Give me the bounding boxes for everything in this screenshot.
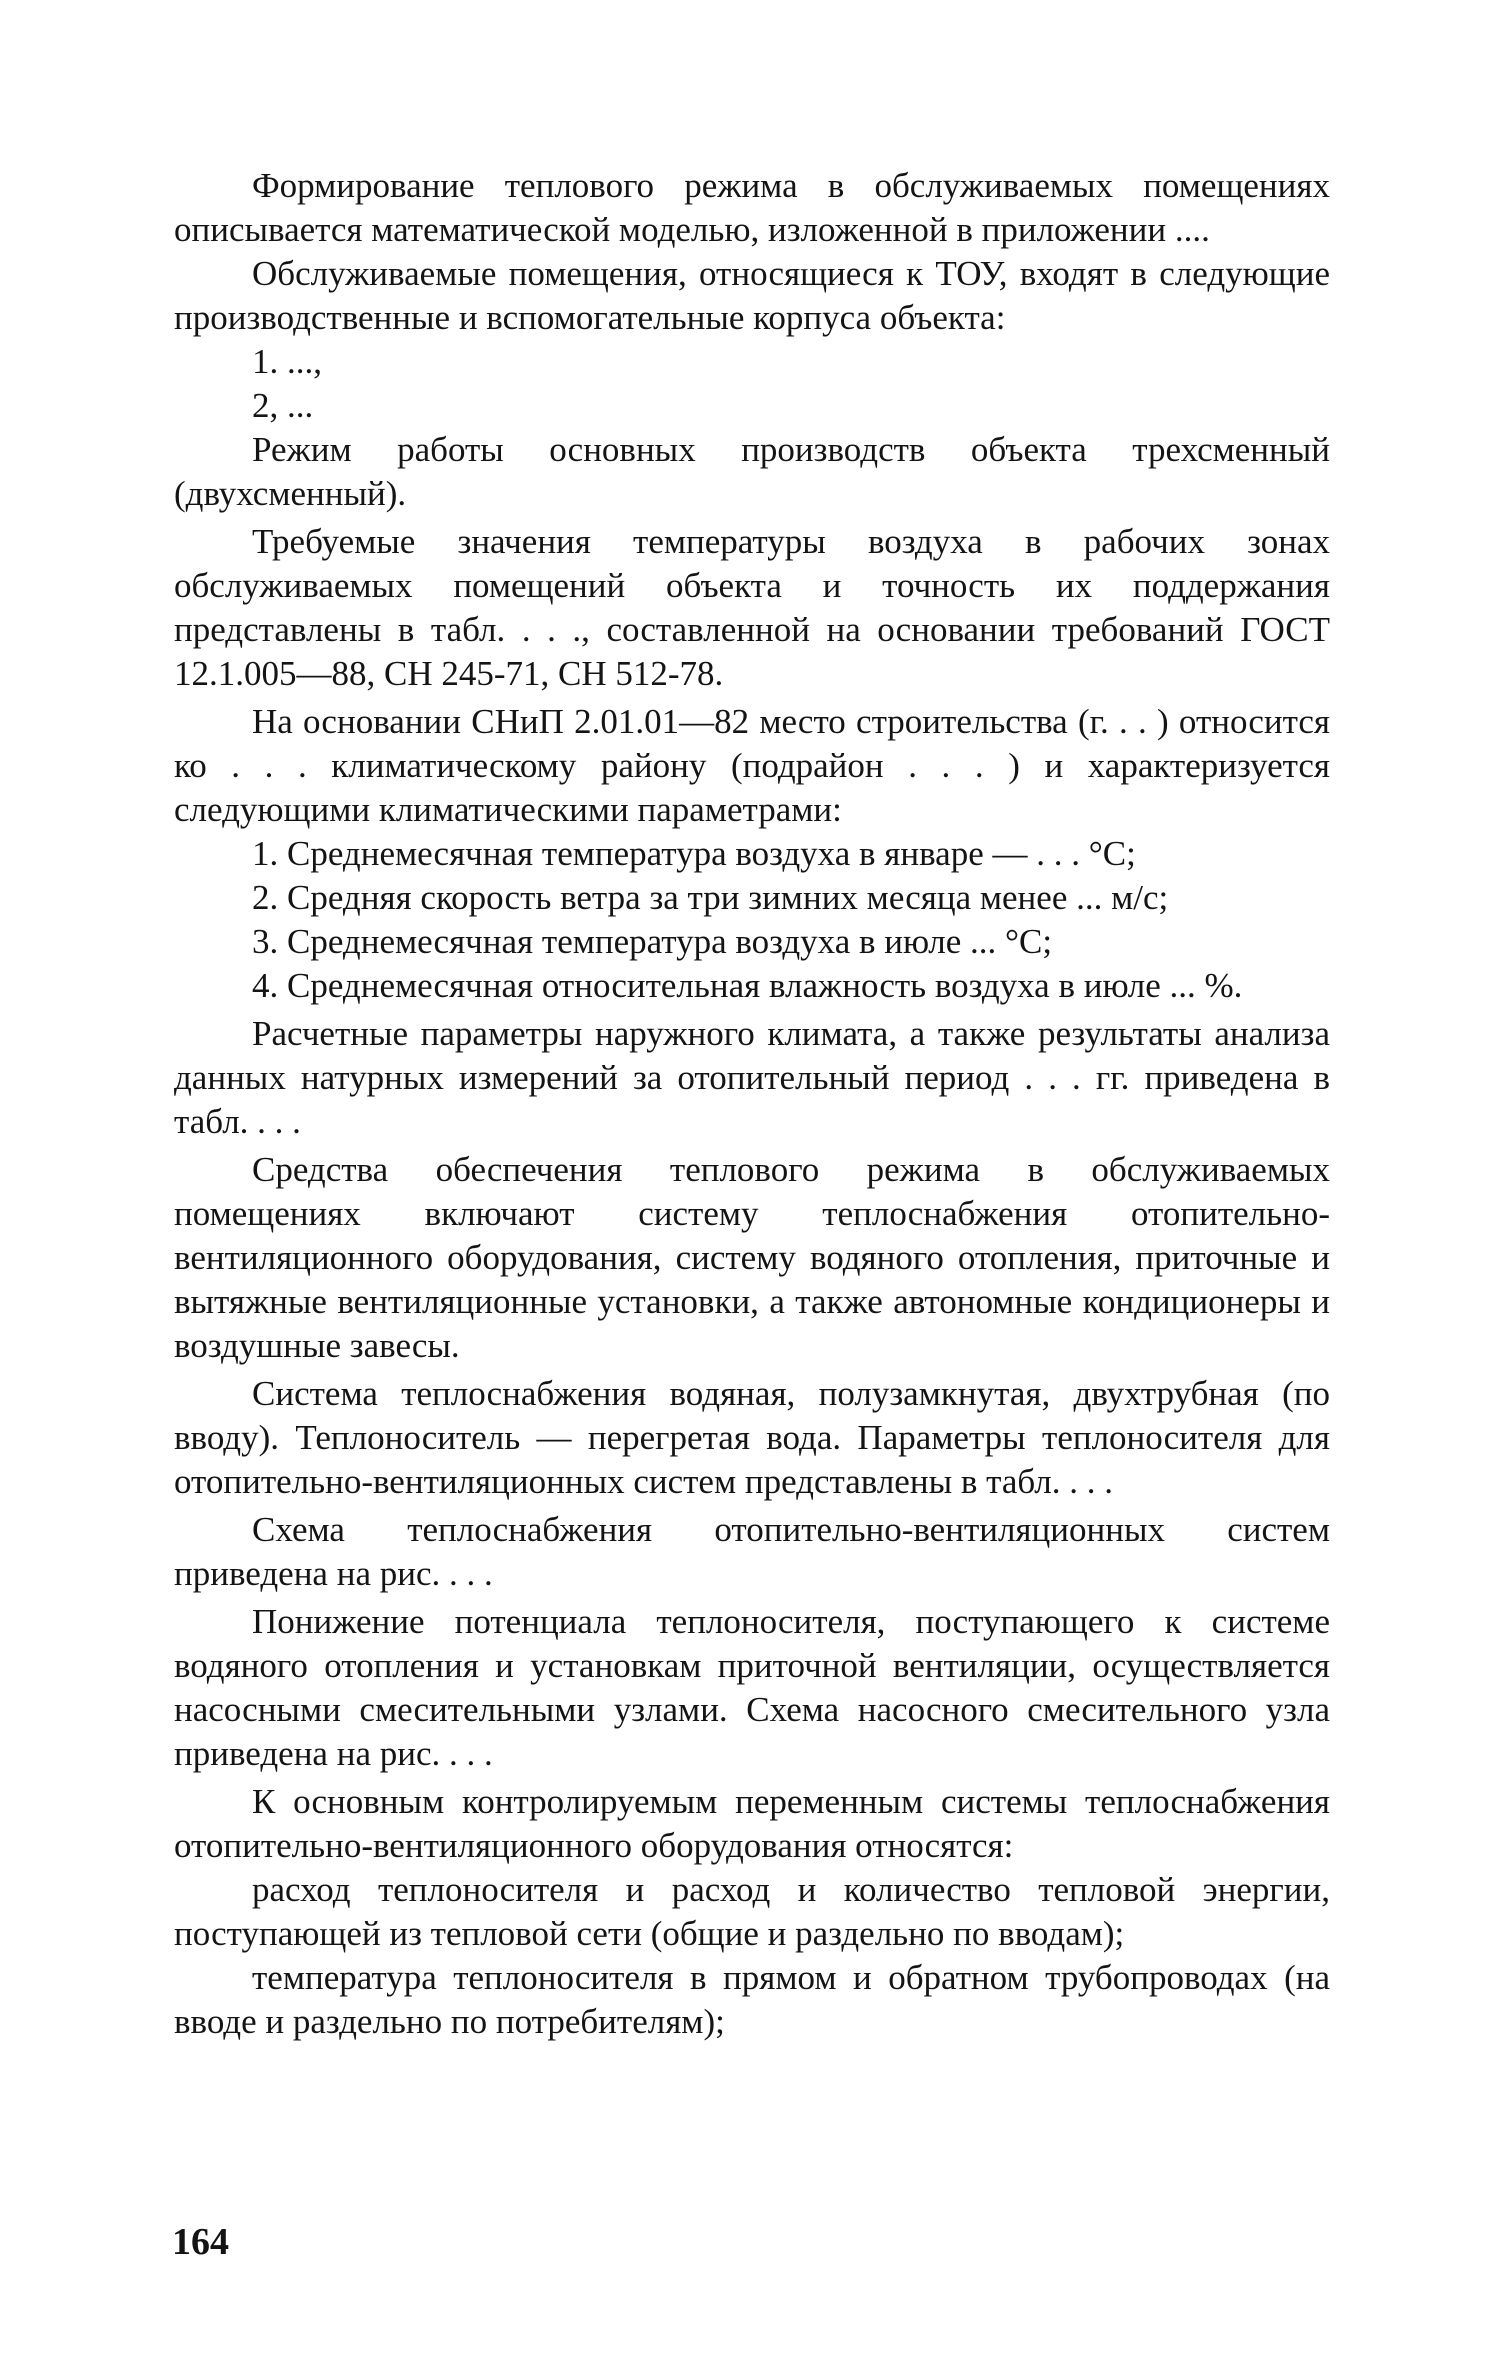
paragraph: Формирование теплового режима в обслуживаемых помещениях описывается математической моделью, изложенной в приложении ....	[174, 166, 1330, 249]
page-number: 164	[172, 2221, 229, 2263]
list-item: 2, ...	[252, 386, 314, 425]
paragraph: температура теплоносителя в прямом и обратном трубопроводах (на вводе и раздельно по потребителям);	[174, 1958, 1330, 2041]
paragraph: Расчетные параметры наружного климата, а также результаты анализа данных натурных измерений за отопительный период . . . гг. приведена в табл. . . .	[174, 1014, 1330, 1141]
paragraph: Средства обеспечения теплового режима в обслуживаемых помещениях включают систему теплоснабжения отопительно-вентиляционного оборудования, систему водяного отопления, приточные и вытяжные вентиляционные установки, а также автономные кондиционеры и воздушные завесы.	[174, 1150, 1330, 1365]
list-item: 2. Средняя скорость ветра за три зимних месяца менее ... м/с;	[252, 878, 1169, 917]
paragraph: Требуемые значения температуры воздуха в рабочих зонах обслуживаемых помещений объекта и точность их поддержания представлены в табл. . . ., составленной на основании требований ГОСТ 12.1.005—88, СН 245-71, СН 512-78.	[174, 522, 1330, 693]
list-item: 4. Среднемесячная относительная влажность воздуха в июле ... %.	[252, 966, 1243, 1005]
list-item: 1. Среднемесячная температура воздуха в январе — . . . °С;	[252, 834, 1136, 873]
paragraph: Обслуживаемые помещения, относящиеся к ТОУ, входят в следующие производственные и вспомогательные корпуса объекта:	[174, 254, 1330, 337]
paragraph: Схема теплоснабжения отопительно-вентиляционных систем приведена на рис. . . .	[174, 1510, 1330, 1593]
list-item: 3. Среднемесячная температура воздуха в июле ... °С;	[252, 922, 1053, 961]
paragraph: Понижение потенциала теплоносителя, поступающего к системе водяного отопления и установкам приточной вентиляции, осуществляется насосными смесительными узлами. Схема насосного смесительного узла приведена на рис. . . .	[174, 1602, 1330, 1773]
paragraph: Система теплоснабжения водяная, полузамкнутая, двухтрубная (по вводу). Теплоноситель — перегретая вода. Параметры теплоносителя для отопительно-вентиляционных систем представлены в табл. . . .	[174, 1374, 1330, 1501]
paragraph: На основании СНиП 2.01.01—82 место строительства (г. . . ) относится ко . . . климатическому району (подрайон . . . ) и характеризуется следующими климатическими параметрами:	[174, 702, 1330, 829]
paragraph: К основным контролируемым переменным системы теплоснабжения отопительно-вентиляционного оборудования относятся:	[174, 1782, 1330, 1865]
paragraph: Режим работы основных производств объекта трехсменный (двухсменный).	[174, 430, 1330, 513]
paragraph: расход теплоносителя и расход и количество тепловой энергии, поступающей из тепловой сети (общие и раздельно по вводам);	[174, 1870, 1330, 1953]
list-item: 1. ...,	[252, 342, 322, 381]
page-body	[174, 164, 1330, 2044]
